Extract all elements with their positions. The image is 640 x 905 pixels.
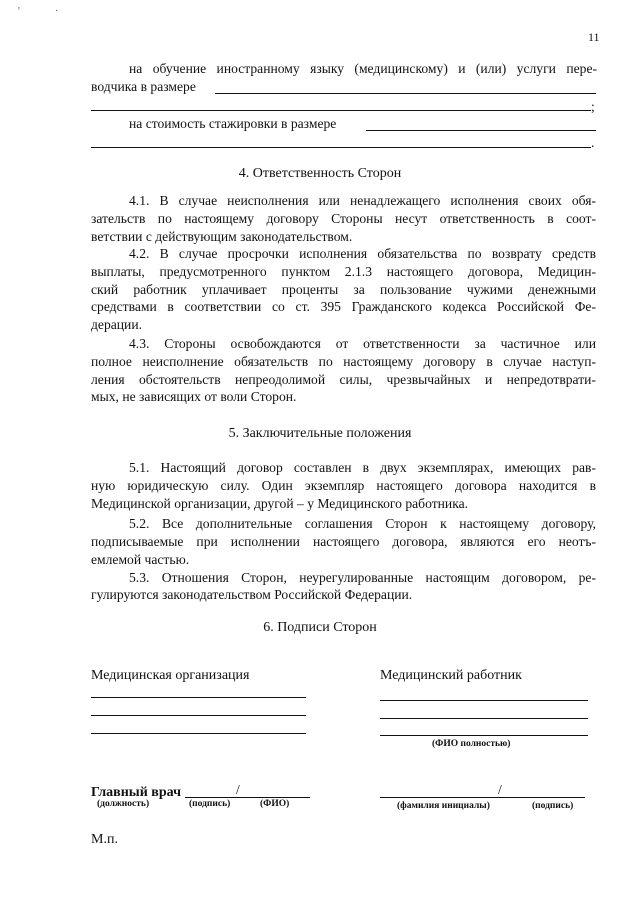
seal-label: М.п.: [91, 832, 118, 847]
slash: /: [498, 782, 502, 797]
amount-blank: [366, 130, 596, 131]
signature-line: [91, 733, 306, 734]
paragraph-line: 4.3. Стороны освобождаются от ответственности за частичное или: [129, 336, 596, 351]
scan-mark: ': [18, 6, 20, 17]
section-4-title: 4. Ответственность Сторон: [238, 166, 402, 181]
signature-line: [91, 697, 306, 698]
paragraph-line: зательств по настоящему договору Стороны несут ответственность в соот-: [91, 211, 596, 226]
scan-mark: ·: [55, 6, 59, 17]
signature-caption-right: (подпись): [532, 801, 574, 811]
signature-line: [380, 700, 588, 701]
chief-doctor-label: Главный врач: [91, 785, 181, 800]
paragraph-line: ную юридическую силу. Один экземпляр настоящего договора находится в: [91, 478, 596, 493]
period: .: [591, 135, 595, 150]
signature-line: [380, 735, 588, 736]
signature-line: [185, 797, 310, 798]
paragraph-line: ский работник уплачивает проценты за пользование чужими денежными: [91, 282, 596, 297]
internship-cost-label: на стоимость стажировки в размере: [129, 116, 337, 131]
fio-full-caption: (ФИО полностью): [432, 739, 511, 749]
position-caption: (должность): [97, 799, 150, 809]
paragraph-line: полное неисполнение обязательств по настоящему договору в случае наступ-: [91, 354, 596, 369]
amount-blank: [91, 110, 591, 111]
amount-blank: [91, 147, 591, 148]
right-party-title: Медицинский работник: [380, 668, 522, 683]
amount-blank: [215, 93, 596, 94]
paragraph-line: 5.2. Все дополнительные соглашения Сторон к настоящему договору,: [129, 516, 596, 531]
paragraph-line: средствами в соответствии со ст. 395 Гражданского кодекса Российской Фе-: [91, 299, 596, 314]
fio-caption: (ФИО): [260, 799, 290, 809]
semicolon: ;: [591, 99, 595, 114]
slash: /: [236, 782, 240, 797]
paragraph-line: гулируются законодательством Российской Федерации.: [91, 587, 413, 602]
paragraph-line: подписываемые при исполнении настоящего договора, являются его неотъ-: [91, 534, 596, 549]
paragraph-line: емлемой частью.: [91, 552, 190, 567]
paragraph-line: выплаты, предусмотренного пунктом 2.1.3 настоящего договора, Медицин-: [91, 264, 596, 279]
signature-caption: (подпись): [189, 799, 231, 809]
signature-line: [380, 718, 588, 719]
signature-line: [91, 715, 306, 716]
paragraph-line: 4.2. В случае просрочки исполнения обязательства по возврату средств: [129, 246, 596, 261]
surname-initials-caption: (фамилия инициалы): [397, 801, 490, 811]
signature-line: [380, 797, 585, 798]
paragraph-line: ветствии с действующим законодательством.: [91, 229, 353, 244]
paragraph-line: 4.1. В случае неисполнения или ненадлежащего исполнения своих обя-: [129, 193, 596, 208]
paragraph-line: ления обстоятельств непреодолимой силы, чрезвычайных и непредотврати-: [91, 372, 596, 387]
language-cost-line2: водчика в размере: [91, 79, 196, 94]
left-party-title: Медицинская организация: [91, 668, 250, 683]
paragraph-line: дерации.: [91, 317, 143, 332]
paragraph-line: мых, не зависящих от воли Сторон.: [91, 389, 297, 404]
language-cost-line1: на обучение иностранному языку (медицинскому) и (или) услуги пере-: [129, 61, 597, 76]
paragraph-line: Медицинской организации, другой – у Медицинского работника.: [91, 496, 469, 511]
paragraph-line: 5.1. Настоящий договор составлен в двух экземплярах, имеющих рав-: [129, 460, 596, 475]
paragraph-line: 5.3. Отношения Сторон, неурегулированные настоящим договором, ре-: [129, 570, 596, 585]
page-number: 11: [588, 30, 600, 44]
section-5-title: 5. Заключительные положения: [228, 426, 412, 441]
section-6-title: 6. Подписи Сторон: [263, 620, 377, 635]
